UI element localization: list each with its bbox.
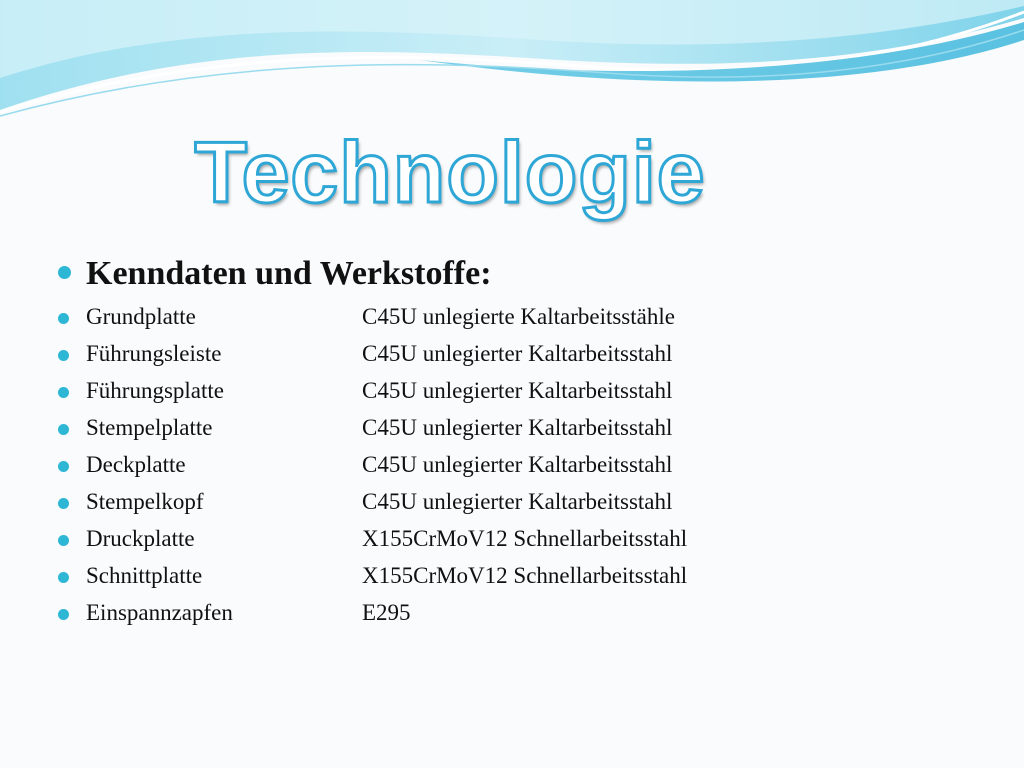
list-heading: Kenndaten und Werkstoffe: (86, 255, 492, 292)
material-name: C45U unlegierter Kaltarbeitsstahl (362, 341, 673, 366)
material-name: C45U unlegierter Kaltarbeitsstahl (362, 452, 673, 477)
material-name: E295 (362, 600, 411, 625)
slide-title: Technologie (194, 125, 706, 221)
material-name: C45U unlegierter Kaltarbeitsstahl (362, 378, 673, 403)
bullet-icon (58, 498, 69, 509)
part-name: Führungsleiste (86, 341, 222, 366)
bullet-icon (58, 461, 69, 472)
bullet-icon (58, 572, 69, 583)
list-item (86, 563, 687, 589)
material-name: C45U unlegierter Kaltarbeitsstahl (362, 489, 673, 514)
header-wave-decoration (0, 0, 1024, 130)
part-name: Führungsplatte (86, 378, 224, 403)
list-item (86, 489, 672, 515)
list-item (86, 341, 672, 367)
list-item (86, 600, 411, 626)
part-name: Grundplatte (86, 304, 196, 329)
bullet-icon (58, 424, 69, 435)
bullet-icon (58, 350, 69, 361)
material-name: C45U unlegierter Kaltarbeitsstahl (362, 415, 673, 440)
bullet-icon (58, 535, 69, 546)
part-name: Einspannzapfen (86, 600, 233, 625)
list-item (86, 452, 672, 478)
material-name: X155CrMoV12 Schnellarbeitsstahl (362, 526, 688, 551)
bullet-icon (58, 609, 69, 620)
part-name: Deckplatte (86, 452, 186, 477)
list-item (86, 415, 672, 441)
list-item (86, 304, 675, 330)
bullet-icon (58, 387, 69, 398)
part-name: Schnittplatte (86, 563, 203, 588)
material-name: C45U unlegierte Kaltarbeitsstähle (362, 304, 675, 329)
part-name: Stempelkopf (86, 489, 204, 514)
bullet-icon (58, 266, 71, 279)
part-name: Druckplatte (86, 526, 195, 551)
bullet-icon (58, 313, 69, 324)
list-item (86, 526, 687, 552)
part-name: Stempelplatte (86, 415, 213, 440)
material-name: X155CrMoV12 Schnellarbeitsstahl (362, 563, 688, 588)
list-item (86, 378, 672, 404)
list-heading-row (86, 255, 492, 293)
